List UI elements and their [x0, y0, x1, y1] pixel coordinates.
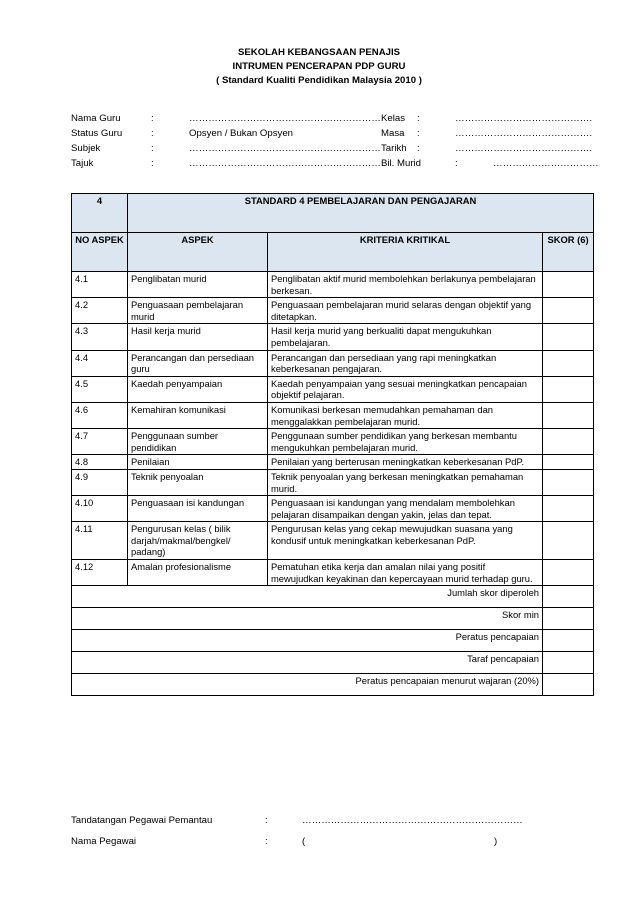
form-title: INTRUMEN PENCERAPAN PDP GURU	[232, 61, 406, 72]
officer-name-open-paren: (	[302, 836, 306, 847]
row-kriteria: Kaedah penyampaian yang sesuai meningkatkan pencapaian objektif pelajaran.	[268, 376, 543, 402]
officer-name-close-paren: )	[494, 836, 498, 847]
row-aspek: Penggunaan sumber pendidikan	[128, 429, 268, 455]
col-skor: SKOR (6)	[543, 233, 594, 272]
table-row	[72, 560, 594, 586]
row-skor-cell[interactable]	[543, 376, 594, 402]
row-aspek: Kemahiran komunikasi	[128, 402, 268, 428]
colon: :	[417, 128, 420, 139]
colon: :	[265, 836, 268, 847]
row-kriteria: Penguasaan isi kandungan yang mendalam membolehkan pelajaran disampaikan dengan yakin, jelas dan tepat.	[268, 496, 543, 522]
table-row	[72, 324, 594, 350]
label-tarikh: Tarikh	[381, 143, 407, 154]
label-kelas: Kelas	[381, 113, 405, 124]
row-aspek: Pengurusan kelas ( bilik darjah/makmal/bengkel/ padang)	[128, 522, 268, 560]
table-row	[72, 298, 594, 324]
summary-value-cell[interactable]	[543, 608, 594, 630]
assessment-table	[71, 193, 594, 696]
colon: :	[265, 815, 268, 826]
summary-wajaran: Peratus pencapaian menurut wajaran (20%)	[72, 674, 543, 696]
row-skor-cell[interactable]	[543, 496, 594, 522]
row-kriteria: Pengurusan kelas yang cekap mewujudkan suasana yang kondusif untuk meningkatkan keberkesanan PdP.	[268, 522, 543, 560]
table-row	[72, 455, 594, 470]
row-kriteria: Penglibatan aktif murid membolehkan berlakunya pembelajaran berkesan.	[268, 272, 543, 298]
row-no: 4.1	[72, 272, 128, 298]
school-name: SEKOLAH KEBANGSAAN PENAJIS	[237, 47, 401, 58]
row-aspek: Penglibatan murid	[128, 272, 268, 298]
row-kriteria: Penilaian yang berterusan meningkatkan keberkesanan PdP.	[268, 455, 543, 470]
standard-title: STANDARD 4 PEMBELAJARAN DAN PENGAJARAN	[128, 194, 594, 233]
col-no-aspek: NO ASPEK	[72, 233, 128, 272]
label-masa: Masa	[381, 128, 405, 139]
summary-row	[72, 630, 594, 652]
label-subjek: Subjek	[71, 143, 101, 154]
summary-value-cell[interactable]	[543, 630, 594, 652]
row-no: 4.3	[72, 324, 128, 350]
summary-taraf: Taraf pencapaian	[72, 652, 543, 674]
standard-header-row	[72, 194, 594, 233]
officer-name-label: Nama Pegawai	[71, 836, 137, 847]
table-row	[72, 496, 594, 522]
summary-row	[72, 586, 594, 608]
row-aspek: Kaedah penyampaian	[128, 376, 268, 402]
row-kriteria: Penggunaan sumber pendidikan yang berkesan membantu mengukuhkan pembelajaran murid.	[268, 429, 543, 455]
row-no: 4.2	[72, 298, 128, 324]
row-skor-cell[interactable]	[543, 429, 594, 455]
row-no: 4.6	[72, 402, 128, 428]
row-kriteria: Komunikasi berkesan memudahkan pemahaman dan menggalakkan pembelajaran murid.	[268, 402, 543, 428]
row-kriteria: Penguasaan pembelajaran murid selaras dengan objektif yang ditetapkan.	[268, 298, 543, 324]
signature-field[interactable]: ……………………………………………………………	[302, 815, 523, 826]
row-aspek: Perancangan dan persediaan guru	[128, 350, 268, 376]
value-kelas[interactable]: …………………………………….	[455, 113, 592, 124]
value-nama-guru[interactable]: ……………………………………………………	[189, 113, 381, 124]
row-aspek: Penguasaan isi kandungan	[128, 496, 268, 522]
colon: :	[417, 143, 420, 154]
table-row	[72, 376, 594, 402]
summary-value-cell[interactable]	[543, 652, 594, 674]
row-no: 4.9	[72, 469, 128, 495]
label-nama-guru: Nama Guru	[71, 113, 121, 124]
colon: :	[151, 158, 154, 169]
row-kriteria: Pematuhan etika kerja dan amalan nilai yang positif mewujudkan keyakinan dan kepercayaan murid terhadap guru.	[268, 560, 543, 586]
row-aspek: Penilaian	[128, 455, 268, 470]
row-skor-cell[interactable]	[543, 469, 594, 495]
column-header-row	[72, 233, 594, 272]
value-subjek[interactable]: ……………………………………………………	[189, 143, 381, 154]
row-kriteria: Hasil kerja murid yang berkualiti dapat mengukuhkan pembelajaran.	[268, 324, 543, 350]
form-subtitle: ( Standard Kualiti Pendidikan Malaysia 2010 )	[216, 75, 422, 86]
row-skor-cell[interactable]	[543, 324, 594, 350]
row-no: 4.5	[72, 376, 128, 402]
value-masa[interactable]: …………………………………….	[455, 128, 592, 139]
colon: :	[151, 143, 154, 154]
row-no: 4.10	[72, 496, 128, 522]
row-aspek: Teknik penyoalan	[128, 469, 268, 495]
row-skor-cell[interactable]	[543, 522, 594, 560]
label-tajuk: Tajuk	[71, 158, 94, 169]
colon: :	[151, 113, 154, 124]
row-aspek: Hasil kerja murid	[128, 324, 268, 350]
summary-jumlah-skor: Jumlah skor diperoleh	[72, 586, 543, 608]
summary-row	[72, 674, 594, 696]
row-skor-cell[interactable]	[543, 455, 594, 470]
row-no: 4.8	[72, 455, 128, 470]
summary-row	[72, 608, 594, 630]
row-kriteria: Teknik penyoalan yang berkesan meningkatkan pemahaman murid.	[268, 469, 543, 495]
summary-value-cell[interactable]	[543, 674, 594, 696]
label-bil-murid: Bil. Murid	[381, 158, 421, 169]
value-tajuk[interactable]: ……………………………………………………	[189, 158, 381, 169]
table-row	[72, 429, 594, 455]
colon: :	[417, 113, 420, 124]
colon: :	[151, 128, 154, 139]
table-row	[72, 402, 594, 428]
colon: :	[455, 158, 458, 169]
row-kriteria: Perancangan dan persediaan yang rapi meningkatkan keberkesanan pengajaran.	[268, 350, 543, 376]
signature-label: Tandatangan Pegawai Pemantau	[71, 815, 213, 826]
row-aspek: Amalan profesionalisme	[128, 560, 268, 586]
table-row	[72, 350, 594, 376]
value-tarikh[interactable]: …………………………………….	[455, 143, 592, 154]
row-no: 4.11	[72, 522, 128, 560]
label-status-guru: Status Guru	[71, 128, 123, 139]
table-row	[72, 272, 594, 298]
summary-value-cell[interactable]	[543, 586, 594, 608]
col-kriteria: KRITERIA KRITIKAL	[268, 233, 543, 272]
row-skor-cell[interactable]	[543, 298, 594, 324]
row-skor-cell[interactable]	[543, 560, 594, 586]
row-skor-cell[interactable]	[543, 350, 594, 376]
row-skor-cell[interactable]	[543, 402, 594, 428]
summary-skor-min: Skor min	[72, 608, 543, 630]
standard-number: 4	[72, 194, 128, 233]
summary-row	[72, 652, 594, 674]
table-row	[72, 522, 594, 560]
table-row	[72, 469, 594, 495]
value-status-guru[interactable]: Opsyen / Bukan Opsyen	[189, 128, 293, 139]
summary-peratus: Peratus pencapaian	[72, 630, 543, 652]
row-skor-cell[interactable]	[543, 272, 594, 298]
row-no: 4.4	[72, 350, 128, 376]
col-aspek: ASPEK	[128, 233, 268, 272]
row-no: 4.12	[72, 560, 128, 586]
row-no: 4.7	[72, 429, 128, 455]
value-bil-murid[interactable]: ……………………………	[493, 158, 599, 169]
row-aspek: Penguasaan pembelajaran murid	[128, 298, 268, 324]
